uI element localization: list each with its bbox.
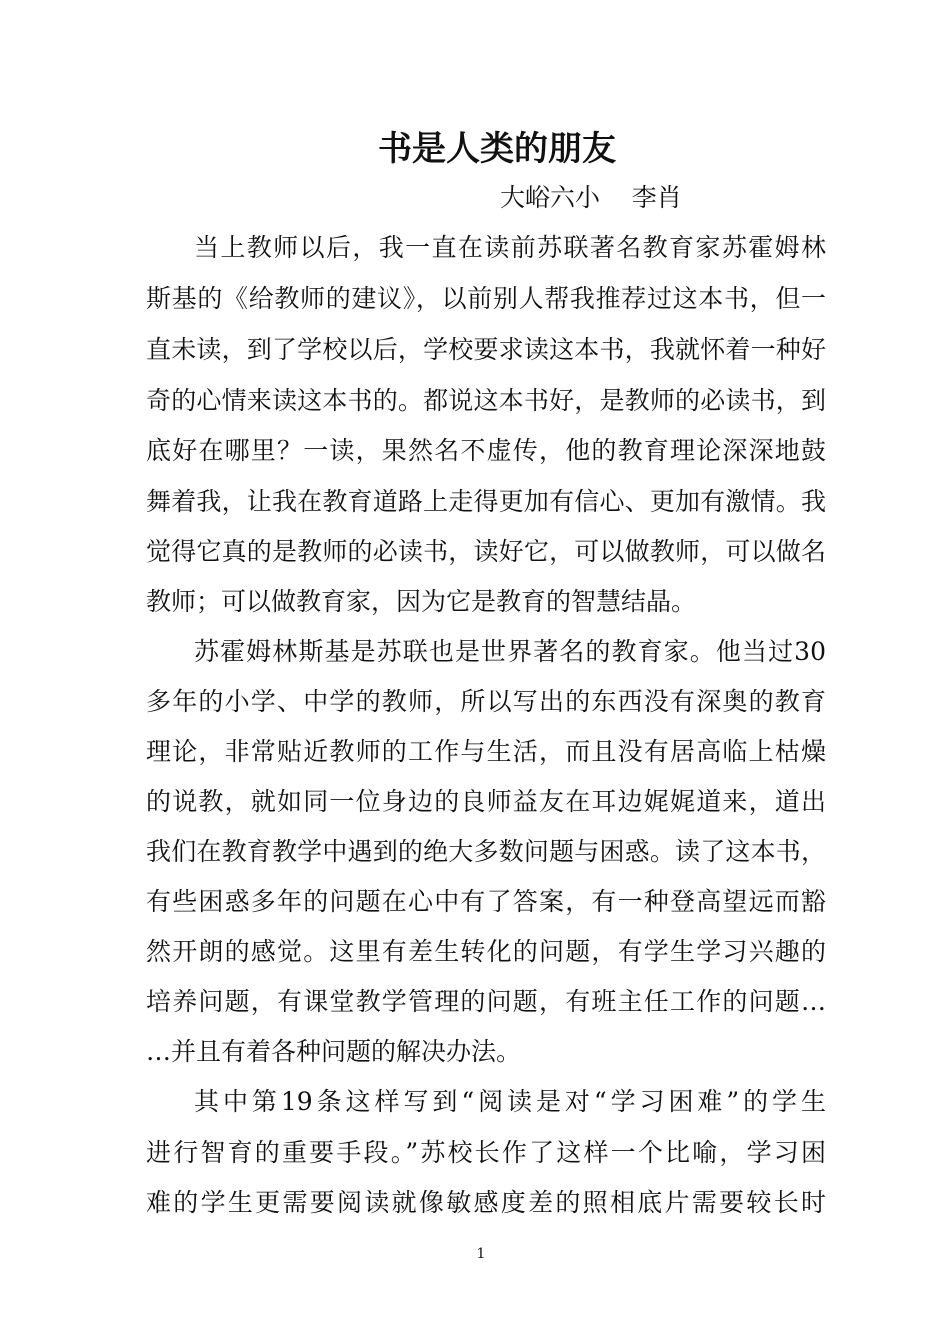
text-line-14: 有些困惑多年的问题在心中有了答案，有一种登高望远而豁 (146, 887, 826, 916)
text-line-6: 舞着我，让我在教育道路上走得更加有信心、更加有激情。我 (146, 487, 826, 516)
text-line-10: 多年的小学、中学的教师，所以写出的东西没有深奥的教育 (146, 687, 826, 716)
text-line-19: 进行智育的重要手段。”苏校长作了这样一个比喻，学习困 (146, 1138, 826, 1167)
text-line-1: 当上教师以后，我一直在读前苏联著名教育家苏霍姆林 (194, 233, 826, 262)
author-line: 大峪六小 李肖 (500, 183, 682, 212)
text-line-7: 觉得它真的是教师的必读书，读好它，可以做教师，可以做名 (146, 537, 826, 566)
text-line-8: 教师；可以做教育家，因为它是教育的智慧结晶。 (146, 587, 697, 616)
text-line-15: 然开朗的感觉。这里有差生转化的问题，有学生学习兴趣的 (146, 937, 826, 966)
text-line-16: 培养问题，有课堂教学管理的问题，有班主任工作的问题… (146, 987, 826, 1016)
text-line-9: 苏霍姆林斯基是苏联也是世界著名的教育家。他当过30 (194, 637, 826, 666)
text-line-4: 奇的心情来读这本书的。都说这本书好，是教师的必读书，到 (146, 386, 826, 415)
text-line-20: 难的学生更需要阅读就像敏感度差的照相底片需要较长时 (146, 1188, 826, 1217)
text-line-13: 我们在教育教学中遇到的绝大多数问题与困惑。读了这本书， (146, 837, 826, 866)
page-number: 1 (476, 1246, 486, 1262)
text-line-17: …并且有着各种问题的解决办法。 (146, 1037, 522, 1066)
text-line-12: 的说教，就如同一位身边的良师益友在耳边娓娓道来，道出 (146, 787, 826, 816)
document-title: 书是人类的朋友 (378, 129, 616, 169)
text-line-11: 理论，非常贴近教师的工作与生活，而且没有居高临上枯燥 (146, 737, 826, 766)
text-line-3: 直未读，到了学校以后，学校要求读这本书，我就怀着一种好 (146, 335, 826, 364)
text-line-2: 斯基的《给教师的建议》，以前别人帮我推荐过这本书，但一 (146, 284, 826, 313)
text-line-18: 其中第19条这样写到“阅读是对“学习困难”的学生 (194, 1087, 826, 1116)
text-line-5: 底好在哪里？一读，果然名不虚传，他的教育理论深深地鼓 (146, 436, 826, 465)
